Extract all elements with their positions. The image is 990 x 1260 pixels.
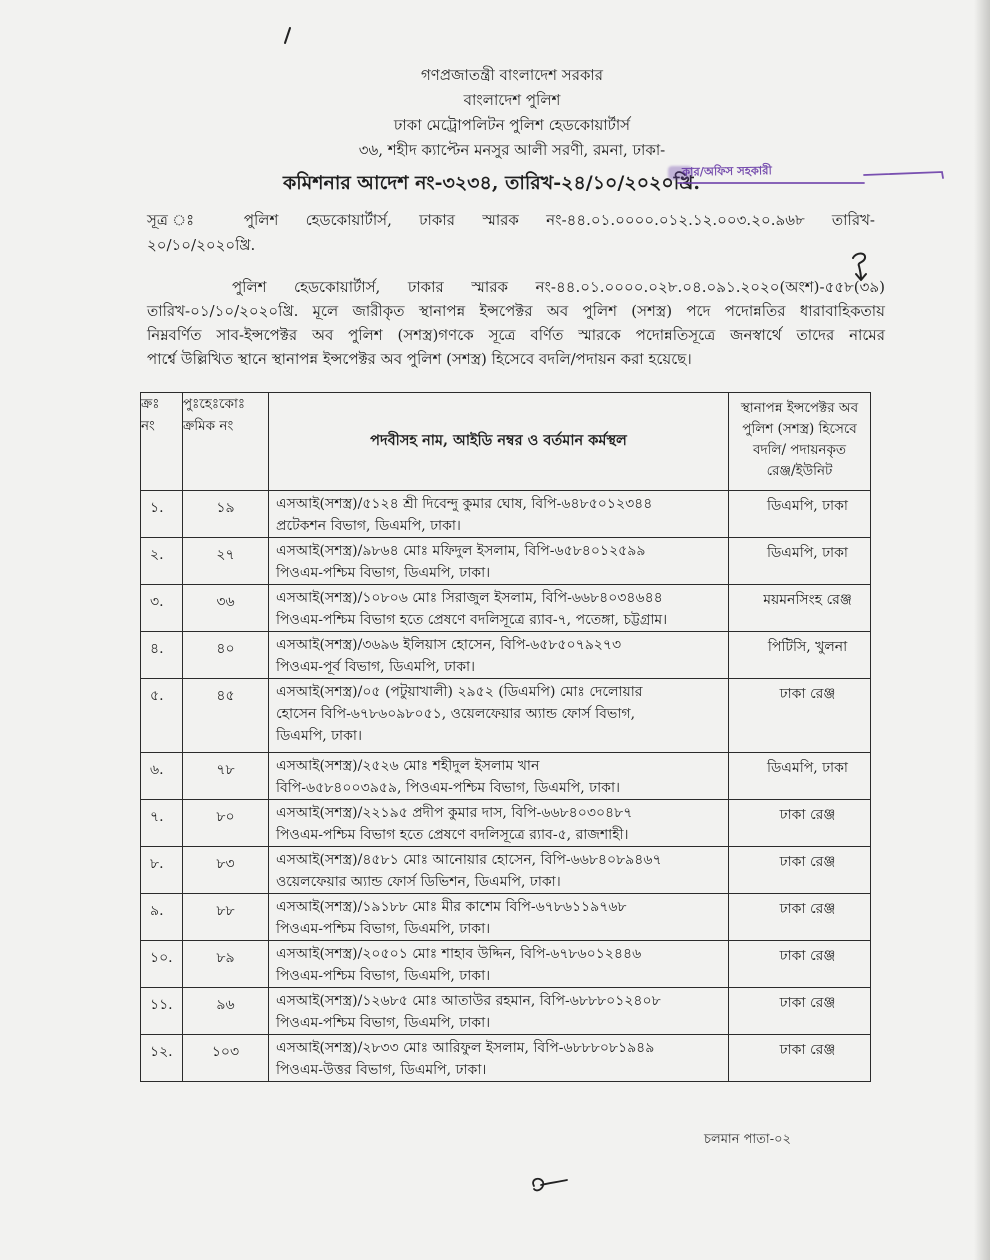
transfer-order-table bbox=[140, 392, 871, 1082]
header-line: বদলি/ পদায়নকৃত bbox=[752, 442, 847, 458]
details-line: পিওএম-উত্তর বিভাগ, ডিএমপি, ঢাকা। bbox=[276, 1062, 487, 1078]
serial-cell: ৯. bbox=[141, 894, 183, 941]
header-line: রেঞ্জ/ইউনিট bbox=[766, 463, 833, 479]
officer-details-cell bbox=[269, 753, 729, 800]
header-line: ক্রঃ bbox=[141, 396, 160, 412]
details-line: এসআই(সশস্ত্র)/০৫ (পটুয়াখালী) ২৯৫২ (ডিএমপি) মোঃ দেলোয়ার bbox=[276, 684, 643, 700]
posting-cell: ঢাকা রেঞ্জ bbox=[729, 988, 871, 1035]
details-line: এসআই(সশস্ত্র)/১৯১৮৮ মোঃ মীর কাশেম বিপি-৬৭৮৬১১৯৭৬৮ bbox=[276, 899, 627, 915]
details-line: ওয়েলফেয়ার অ্যান্ড ফোর্স ডিভিশন, ডিএমপি, ঢাকা। bbox=[276, 874, 561, 890]
letterhead-address: ৩৬, শহীদ ক্যাপ্টেন মনসুর আলী সরণী, রমনা, ঢাকা- bbox=[358, 141, 666, 159]
details-line: এসআই(সশস্ত্র)/১২৬৮৫ মোঃ আতাউর রহমান, বিপি-৬৮৮৮০১২৪০৮ bbox=[276, 993, 661, 1009]
hq-serial-column-header bbox=[183, 393, 269, 491]
officer-details-cell bbox=[269, 538, 729, 585]
hq-serial-cell: ৩৬ bbox=[183, 585, 269, 632]
letterhead-unit: ঢাকা মেট্রোপলিটন পুলিশ হেডকোয়ার্টার্স bbox=[393, 116, 631, 134]
posting-cell: পিটিসি, খুলনা bbox=[729, 632, 871, 679]
hq-serial-cell: ৪৫ bbox=[183, 679, 269, 753]
reference-line: সূত্র ঃ পুলিশ হেডকোয়ার্টার্স, ঢাকার স্মারক নং-৪৪.০১.০০০০.০১২.১২.০০৩.২০.৯৬৮ তারিখ- bbox=[147, 211, 875, 229]
posting-cell: ঢাকা রেঞ্জ bbox=[729, 894, 871, 941]
officer-details-cell bbox=[269, 585, 729, 632]
officer-details-cell bbox=[269, 491, 729, 538]
details-line: প্রটেকশন বিভাগ, ডিএমপি, ঢাকা। bbox=[276, 518, 461, 534]
header-line: পুঃহেঃকোঃ bbox=[183, 396, 246, 412]
handwritten-stroke-mark bbox=[280, 26, 294, 46]
table-row bbox=[141, 679, 871, 753]
order-title: কমিশনার আদেশ নং-৩২৩৪, তারিখ-২৪/১০/২০২০খ্রি. bbox=[283, 172, 700, 194]
letterhead-government: গণপ্রজাতন্ত্রী বাংলাদেশ সরকার bbox=[420, 66, 604, 84]
details-line: বিপি-৬৫৮৪০০৩৯৫৯, পিওএম-পশ্চিম বিভাগ, ডিএমপি, ঢাকা। bbox=[276, 780, 621, 796]
details-line: এসআই(সশস্ত্র)/২০৫০১ মোঃ শাহাব উদ্দিন, বিপি-৬৭৮৬০১২৪৪৬ bbox=[276, 946, 642, 962]
serial-cell: ৭. bbox=[141, 800, 183, 847]
hq-serial-cell: ২৭ bbox=[183, 538, 269, 585]
details-line: এসআই(সশস্ত্র)/৯৮৬৪ মোঃ মফিদুল ইসলাম, বিপি-৬৫৮৪০১২৫৯৯ bbox=[276, 543, 646, 559]
page-edge-shadow bbox=[974, 0, 990, 1260]
serial-column-header bbox=[141, 393, 183, 491]
hq-serial-cell: ৪০ bbox=[183, 632, 269, 679]
officer-details-cell bbox=[269, 894, 729, 941]
serial-cell: ২. bbox=[141, 538, 183, 585]
details-line: এসআই(সশস্ত্র)/৫১২৪ শ্রী দিবেন্দু কুমার ঘোষ, বিপি-৬৪৮৫০১২৩৪৪ bbox=[276, 496, 653, 512]
hq-serial-cell: ৯৬ bbox=[183, 988, 269, 1035]
posting-column-header bbox=[729, 393, 871, 491]
posting-cell: ঢাকা রেঞ্জ bbox=[729, 941, 871, 988]
details-line: ডিএমপি, ঢাকা। bbox=[276, 728, 362, 744]
posting-cell: ঢাকা রেঞ্জ bbox=[729, 679, 871, 753]
table-row bbox=[141, 988, 871, 1035]
stamp-text: কার/অফিস সহকারী bbox=[681, 163, 772, 179]
body-line: পুলিশ হেডকোয়ার্টার্স, ঢাকার স্মারক নং-৪৪.০১.০০০০.০২৮.০৪.০৯১.২০২০(অংশ)-৫৫৮(৩৯) bbox=[232, 278, 885, 296]
stamp-underline bbox=[676, 166, 948, 186]
details-line: পিওএম-পশ্চিম বিভাগ, ডিএমপি, ঢাকা। bbox=[276, 921, 491, 937]
officer-details-cell bbox=[269, 988, 729, 1035]
header-line: নং bbox=[141, 418, 155, 434]
details-line: এসআই(সশস্ত্র)/৪৫৮১ মোঃ আনোয়ার হোসেন, বিপি-৬৬৮৪০৮৯৪৬৭ bbox=[276, 852, 662, 868]
details-line: পিওএম-পশ্চিম বিভাগ, ডিএমপি, ঢাকা। bbox=[276, 1015, 491, 1031]
table-header-row bbox=[141, 393, 871, 491]
details-line: পিওএম-পশ্চিম বিভাগ হতে প্রেষণে বদলিসূত্রে র‌্যাব-৫, রাজশাহী। bbox=[276, 827, 629, 843]
letterhead bbox=[312, 63, 712, 163]
officer-details-cell bbox=[269, 941, 729, 988]
officer-details-cell bbox=[269, 847, 729, 894]
posting-cell: ময়মনসিংহ রেঞ্জ bbox=[729, 585, 871, 632]
posting-cell: ডিএমপি, ঢাকা bbox=[729, 491, 871, 538]
serial-cell: ৮. bbox=[141, 847, 183, 894]
serial-cell: ১২. bbox=[141, 1035, 183, 1082]
table-row bbox=[141, 1035, 871, 1082]
serial-cell: ১. bbox=[141, 491, 183, 538]
hq-serial-cell: ১৯ bbox=[183, 491, 269, 538]
serial-cell: ৪. bbox=[141, 632, 183, 679]
body-line: পার্শ্বে উল্লিখিত স্থানে স্থানাপন্ন ইন্সপেক্টর অব পুলিশ (সশস্ত্র) হিসেবে বদলি/পদায়ন করা হয়েছে। bbox=[147, 350, 692, 368]
continuation-note: চলমান পাতা-০২ bbox=[704, 1132, 791, 1147]
reference-paragraph bbox=[147, 208, 875, 258]
reference-line: ২০/১০/২০২০খ্রি. bbox=[147, 236, 256, 254]
hq-serial-cell: ৮৩ bbox=[183, 847, 269, 894]
table-row bbox=[141, 847, 871, 894]
table-row bbox=[141, 800, 871, 847]
hq-serial-cell: ৮৮ bbox=[183, 894, 269, 941]
table-row bbox=[141, 585, 871, 632]
posting-cell: ঢাকা রেঞ্জ bbox=[729, 1035, 871, 1082]
table-row bbox=[141, 491, 871, 538]
officer-details-cell bbox=[269, 800, 729, 847]
details-column-header: পদবীসহ নাম, আইডি নম্বর ও বর্তমান কর্মস্থল bbox=[269, 393, 729, 491]
hq-serial-cell: ৮৯ bbox=[183, 941, 269, 988]
table-row bbox=[141, 941, 871, 988]
officer-details-cell bbox=[269, 679, 729, 753]
details-line: এসআই(সশস্ত্র)/২৮৩৩ মোঃ আরিফুল ইসলাম, বিপি-৬৮৮৮০৮১৯৪৯ bbox=[276, 1040, 655, 1056]
hq-serial-cell: ৮০ bbox=[183, 800, 269, 847]
details-line: পিওএম-পশ্চিম বিভাগ, ডিএমপি, ঢাকা। bbox=[276, 968, 491, 984]
hq-serial-cell: ৭৮ bbox=[183, 753, 269, 800]
table-row bbox=[141, 538, 871, 585]
officer-details-cell bbox=[269, 632, 729, 679]
details-line: এসআই(সশস্ত্র)/৩৬৯৬ ইলিয়াস হোসেন, বিপি-৬৫৮৫০৭৯২৭৩ bbox=[276, 637, 622, 653]
details-line: এসআই(সশস্ত্র)/২৫২৬ মোঃ শহীদুল ইসলাম খান bbox=[276, 758, 540, 774]
serial-cell: ৬. bbox=[141, 753, 183, 800]
hq-serial-cell: ১০৩ bbox=[183, 1035, 269, 1082]
body-line: নিম্নবর্ণিত সাব-ইন্সপেক্টর অব পুলিশ (সশস্ত্র)গণকে সূত্রে বর্ণিত স্মারকে পদোন্নতিসূত্রে জনস্বার্থে তাদের নামের bbox=[147, 326, 885, 344]
table-row bbox=[141, 753, 871, 800]
header-line: স্থানাপন্ন ইন্সপেক্টর অব bbox=[740, 400, 859, 416]
details-line: এসআই(সশস্ত্র)/২২১৯৫ প্রদীপ কুমার দাস, বিপি-৬৬৮৪০৩০৪৮৭ bbox=[276, 805, 633, 821]
details-line: এসআই(সশস্ত্র)/১০৮০৬ মোঃ সিরাজুল ইসলাম, বিপি-৬৬৮৪০৩৪৬৪৪ bbox=[276, 590, 663, 606]
posting-cell: ডিএমপি, ঢাকা bbox=[729, 753, 871, 800]
details-line: পিওএম-পূর্ব বিভাগ, ডিএমপি, ঢাকা। bbox=[276, 659, 476, 675]
serial-cell: ৩. bbox=[141, 585, 183, 632]
details-line: পিওএম-পশ্চিম বিভাগ, ডিএমপি, ঢাকা। bbox=[276, 565, 491, 581]
handwritten-initial-mark bbox=[526, 1174, 570, 1202]
posting-cell: ঢাকা রেঞ্জ bbox=[729, 800, 871, 847]
body-line: তারিখ-০১/১০/২০২০খ্রি. মূলে জারীকৃত স্থানাপন্ন ইন্সপেক্টর অব পুলিশ (সশস্ত্র) পদে পদোন্নতির ধারাবাহিকতায় bbox=[147, 302, 885, 320]
table-row bbox=[141, 894, 871, 941]
serial-cell: ৫. bbox=[141, 679, 183, 753]
officer-details-cell bbox=[269, 1035, 729, 1082]
serial-cell: ১০. bbox=[141, 941, 183, 988]
details-line: পিওএম-পশ্চিম বিভাগ হতে প্রেষণে বদলিসূত্রে র‌্যাব-৭, পতেঙ্গা, চট্টগ্রাম। bbox=[276, 612, 668, 628]
header-line: পুলিশ (সশস্ত্র) হিসেবে bbox=[742, 421, 857, 437]
serial-cell: ১১. bbox=[141, 988, 183, 1035]
details-line: হোসেন বিপি-৬৭৮৬০৯৮০৫১, ওয়েলফেয়ার অ্যান্ড ফোর্স বিভাগ, bbox=[276, 706, 636, 722]
header-line: ক্রমিক নং bbox=[183, 418, 234, 434]
order-body-paragraph bbox=[147, 275, 885, 371]
posting-cell: ডিএমপি, ঢাকা bbox=[729, 538, 871, 585]
table-row bbox=[141, 632, 871, 679]
posting-cell: ঢাকা রেঞ্জ bbox=[729, 847, 871, 894]
letterhead-organization: বাংলাদেশ পুলিশ bbox=[463, 91, 561, 109]
